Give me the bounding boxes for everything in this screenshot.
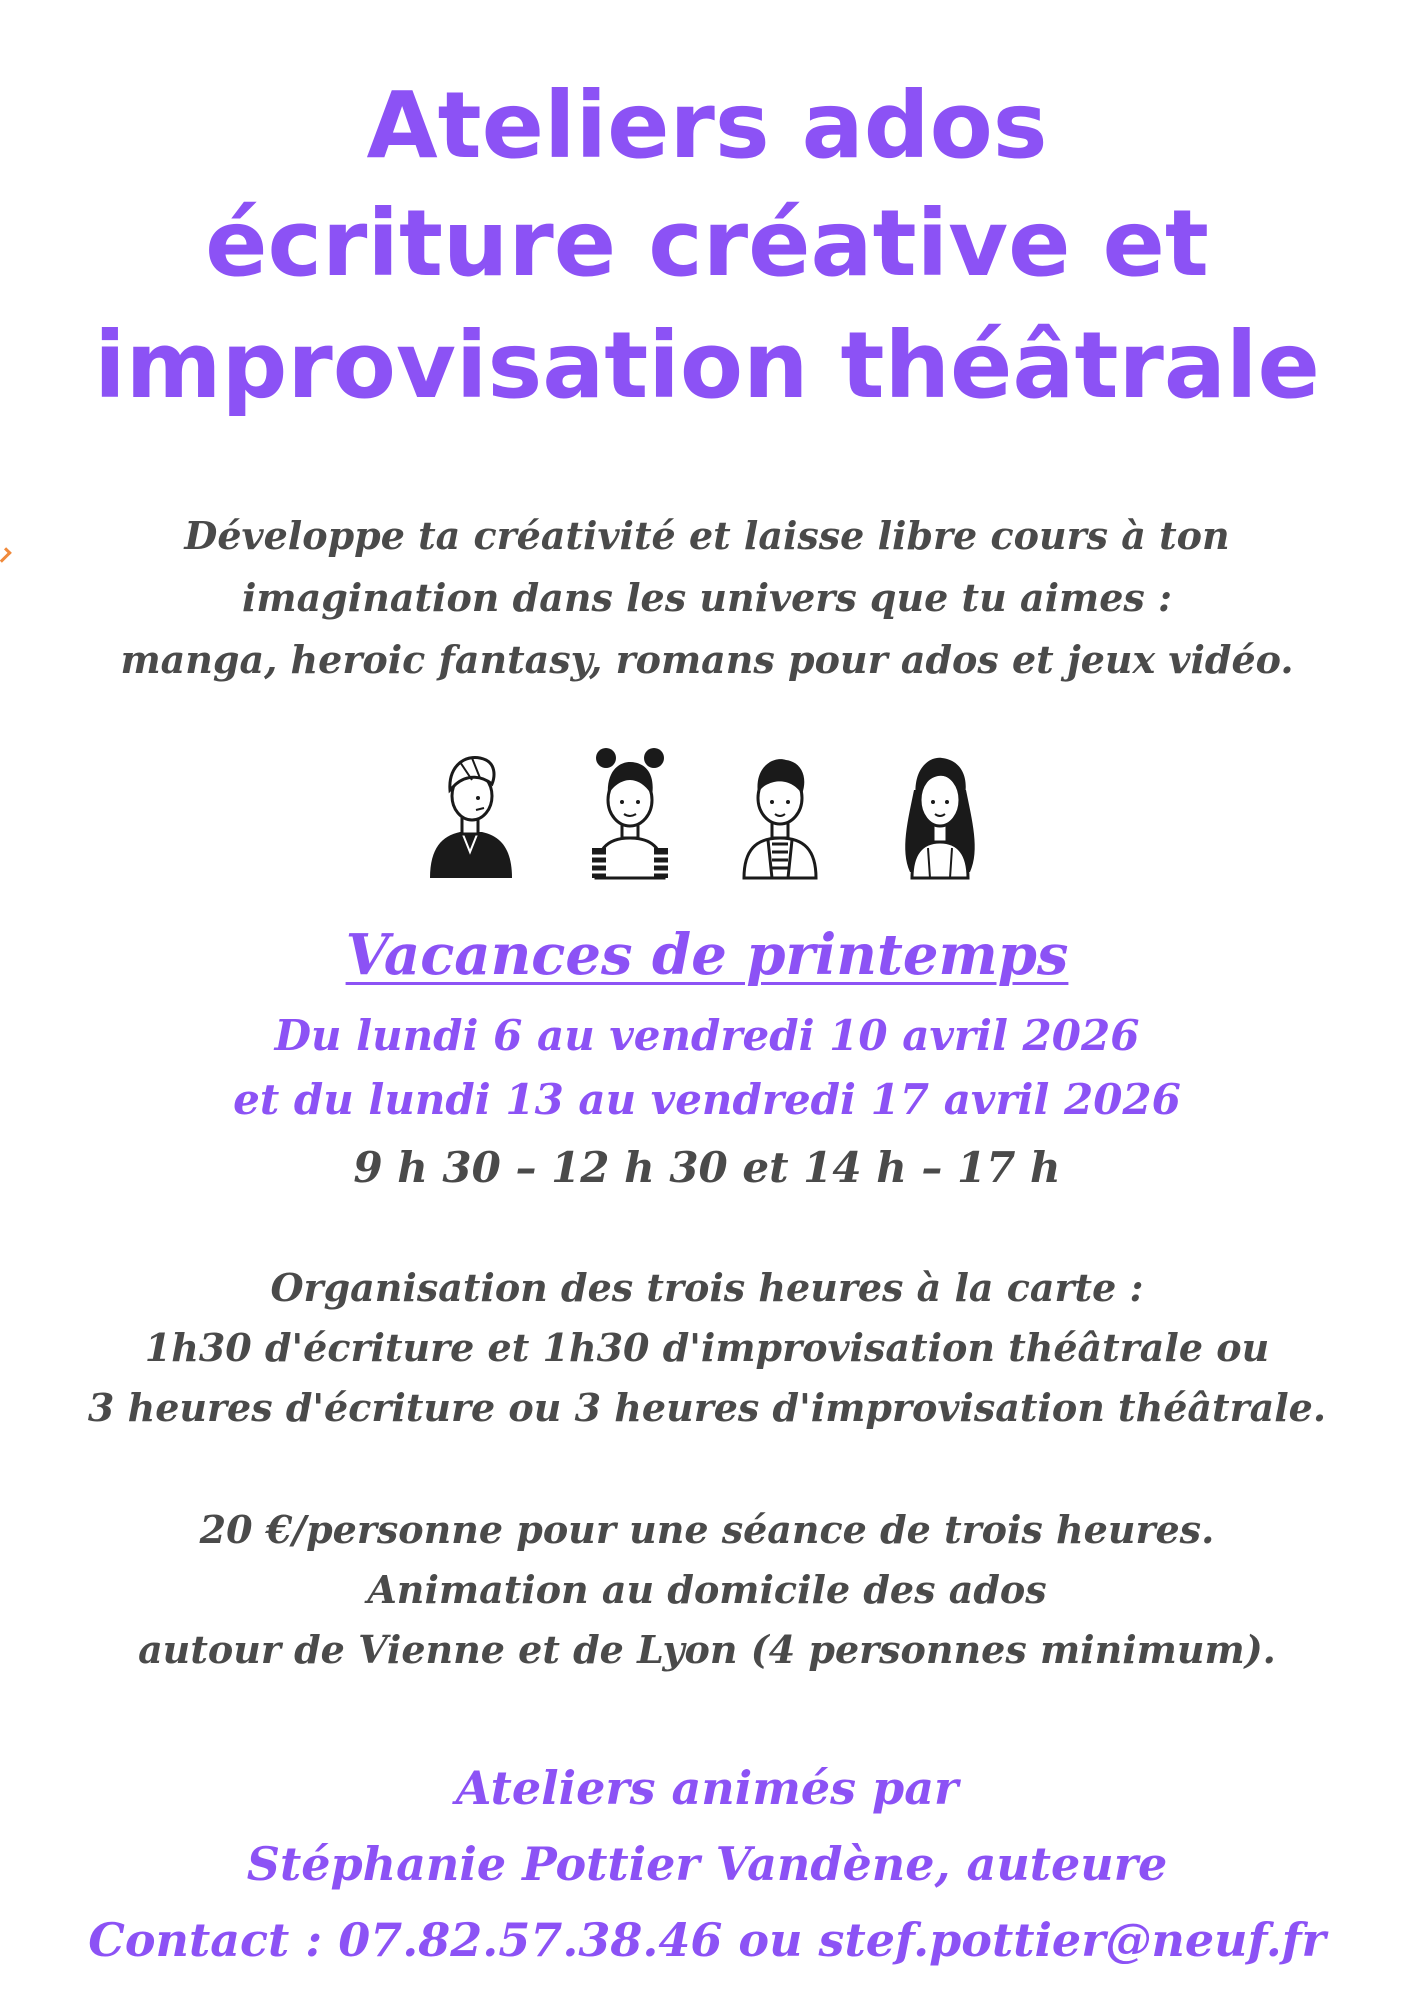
intro-line-1: Développe ta créativité et laisse libre cours à ton [184,513,1230,558]
price-paragraph [0,1500,1414,1680]
intro-line-3: manga, heroic fantasy, romans pour ados et jeux vidéo. [120,637,1294,682]
schedule-title: Vacances de printemps [345,922,1069,988]
organisation-line-1: Organisation des trois heures à la carte : [270,1265,1144,1310]
teen-boy-icon [730,740,830,880]
intro-line-2: imagination dans les univers que tu aimes : [241,575,1173,620]
title-line-2: écriture créative et [205,190,1209,297]
schedule-dates-1: Du lundi 6 au vendredi 10 avril 2026 [274,1011,1140,1060]
teen-hoodie-icon [420,740,520,880]
schedule-hours: 9 h 30 – 12 h 30 et 14 h – 17 h [353,1143,1061,1192]
organisation-line-3: 3 heures d'écriture ou 3 heures d'improvisation théâtrale. [87,1385,1327,1430]
organisation-paragraph [0,1258,1414,1438]
price-line-2: Animation au domicile des ados [367,1567,1047,1612]
footer-contact: Contact : 07.82.57.38.46 ou stef.pottier@neuf.fr [88,1913,1326,1967]
teen-avatars [0,740,1414,880]
intro-paragraph [0,505,1414,691]
footer-author: Stéphanie Pottier Vandène, auteure [246,1837,1168,1891]
title-line-1: Ateliers ados [366,72,1048,179]
teen-girl-buns-icon [580,740,680,880]
footer-line-1: Ateliers animés par [455,1761,959,1815]
price-line-3: autour de Vienne et de Lyon (4 personnes minimum). [138,1627,1276,1672]
teen-girl-long-hair-icon [890,740,990,880]
organisation-line-2: 1h30 d'écriture et 1h30 d'improvisation théâtrale ou [144,1325,1270,1370]
title-line-3: improvisation théâtrale [94,312,1320,419]
price-line-1: 20 €/personne pour une séance de trois heures. [199,1507,1215,1552]
schedule-dates-2: et du lundi 13 au vendredi 17 avril 2026 [233,1075,1181,1124]
